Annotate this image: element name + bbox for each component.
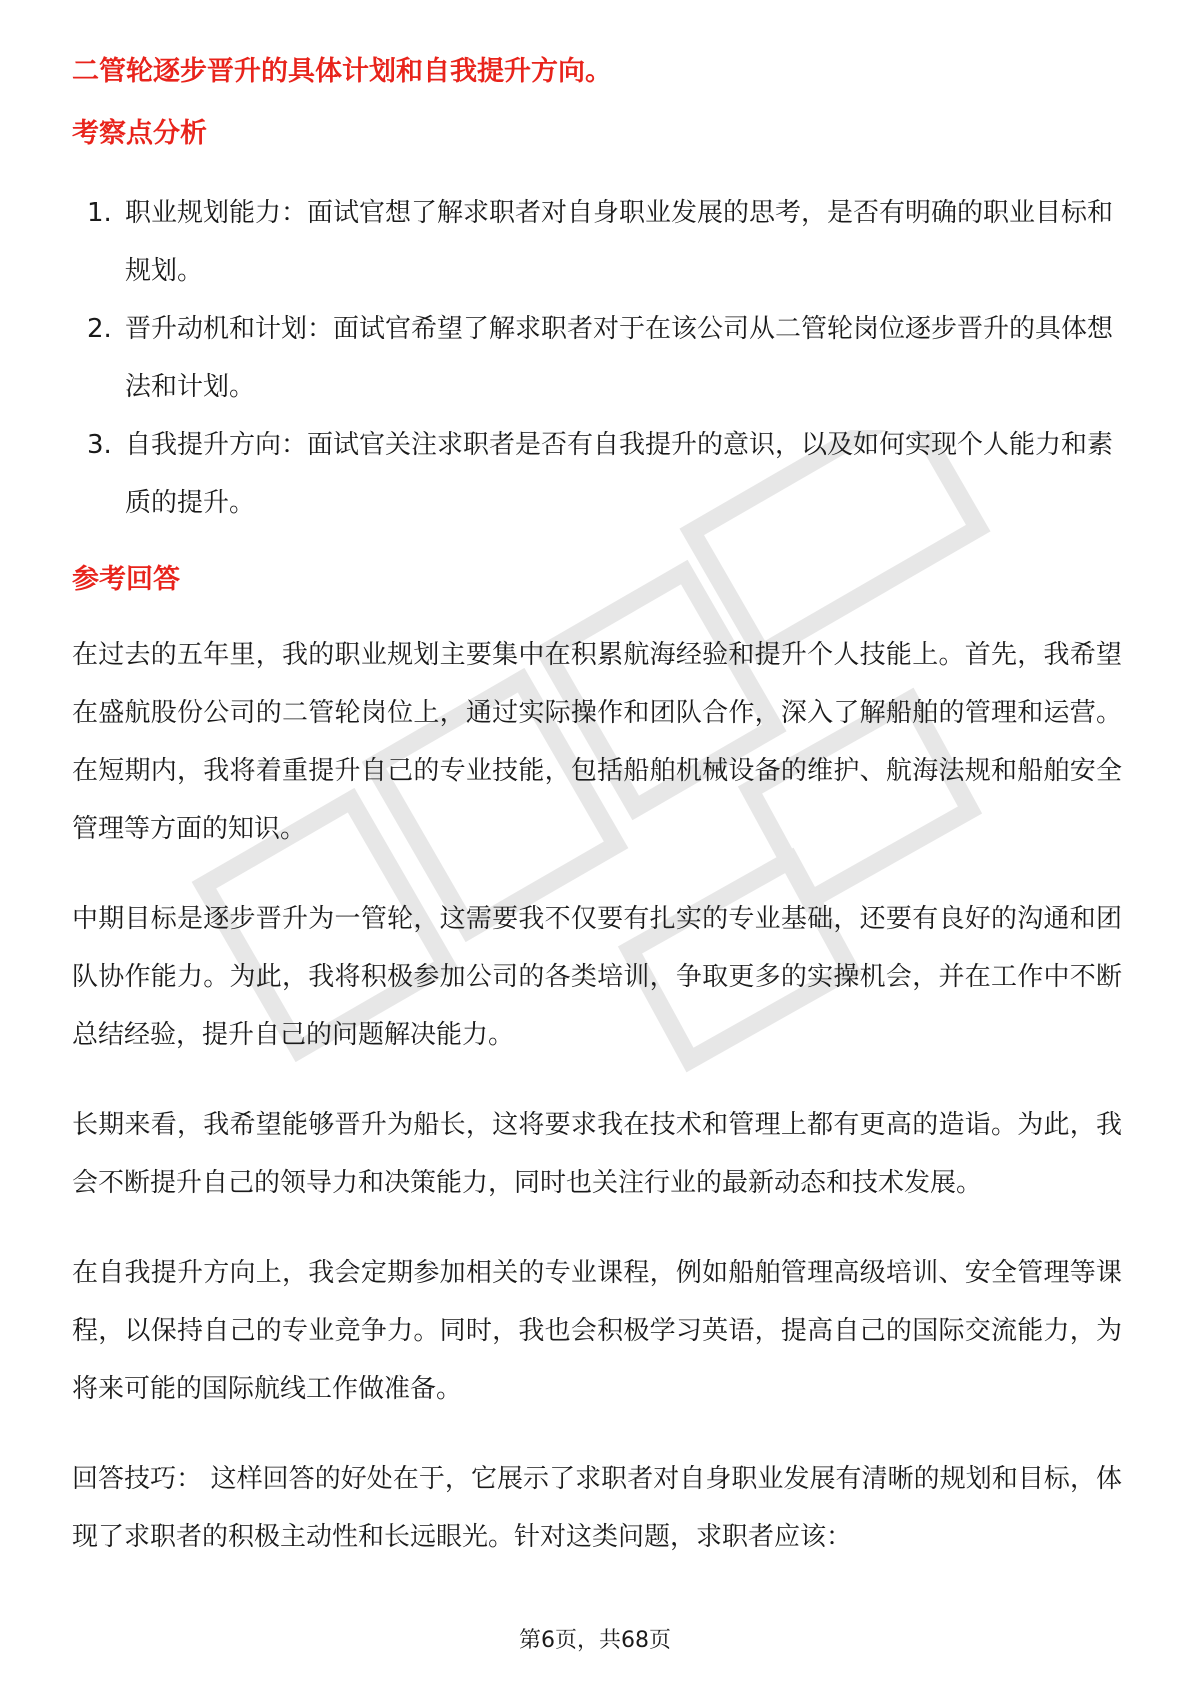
list-number: 3.	[87, 430, 112, 460]
list-number: 2.	[87, 314, 112, 344]
list-item	[72, 300, 1122, 416]
analysis-list	[72, 184, 1122, 532]
question-heading-line: 二管轮逐步晋升的具体计划和自我提升方向。	[72, 56, 612, 87]
list-item	[72, 184, 1122, 300]
answer-tips-paragraph: 回答技巧： 这样回答的好处在于，它展示了求职者对自身职业发展有清晰的规划和目标，体现了求职者的积极主动性和长远眼光。针对这类问题，求职者应该：	[72, 1464, 1122, 1552]
answer-paragraph: 中期目标是逐步晋升为一管轮，这需要我不仅要有扎实的专业基础，还要有良好的沟通和团队协作能力。为此，我将积极参加公司的各类培训，争取更多的实操机会，并在工作中不断总结经验，提升自己的问题解决能力。	[72, 904, 1122, 1050]
list-number: 1.	[87, 198, 112, 228]
page-number-footer: 第6页，共68页	[519, 1628, 671, 1653]
list-item-text: 自我提升方向：面试官关注求职者是否有自我提升的意识，以及如何实现个人能力和素质的提升。	[125, 430, 1114, 518]
answer-paragraph: 在自我提升方向上，我会定期参加相关的专业课程，例如船舶管理高级培训、安全管理等课程，以保持自己的专业竞争力。同时，我也会积极学习英语，提高自己的国际交流能力，为将来可能的国际航线工作做准备。	[72, 1258, 1122, 1404]
page-content	[72, 48, 1122, 1566]
analysis-heading: 考察点分析	[72, 118, 207, 149]
answer-paragraph: 在过去的五年里，我的职业规划主要集中在积累航海经验和提升个人技能上。首先，我希望在盛航股份公司的二管轮岗位上，通过实际操作和团队合作，深入了解船舶的管理和运营。在短期内，我将着重提升自己的专业技能，包括船舶机械设备的维护、航海法规和船舶安全管理等方面的知识。	[72, 640, 1122, 844]
answer-paragraph: 长期来看，我希望能够晋升为船长，这将要求我在技术和管理上都有更高的造诣。为此，我会不断提升自己的领导力和决策能力，同时也关注行业的最新动态和技术发展。	[72, 1110, 1122, 1198]
list-item-text: 职业规划能力：面试官想了解求职者对自身职业发展的思考，是否有明确的职业目标和规划。	[125, 198, 1114, 286]
answer-heading: 参考回答	[72, 564, 180, 595]
list-item-text: 晋升动机和计划：面试官希望了解求职者对于在该公司从二管轮岗位逐步晋升的具体想法和计划。	[125, 314, 1114, 402]
list-item	[72, 416, 1122, 532]
